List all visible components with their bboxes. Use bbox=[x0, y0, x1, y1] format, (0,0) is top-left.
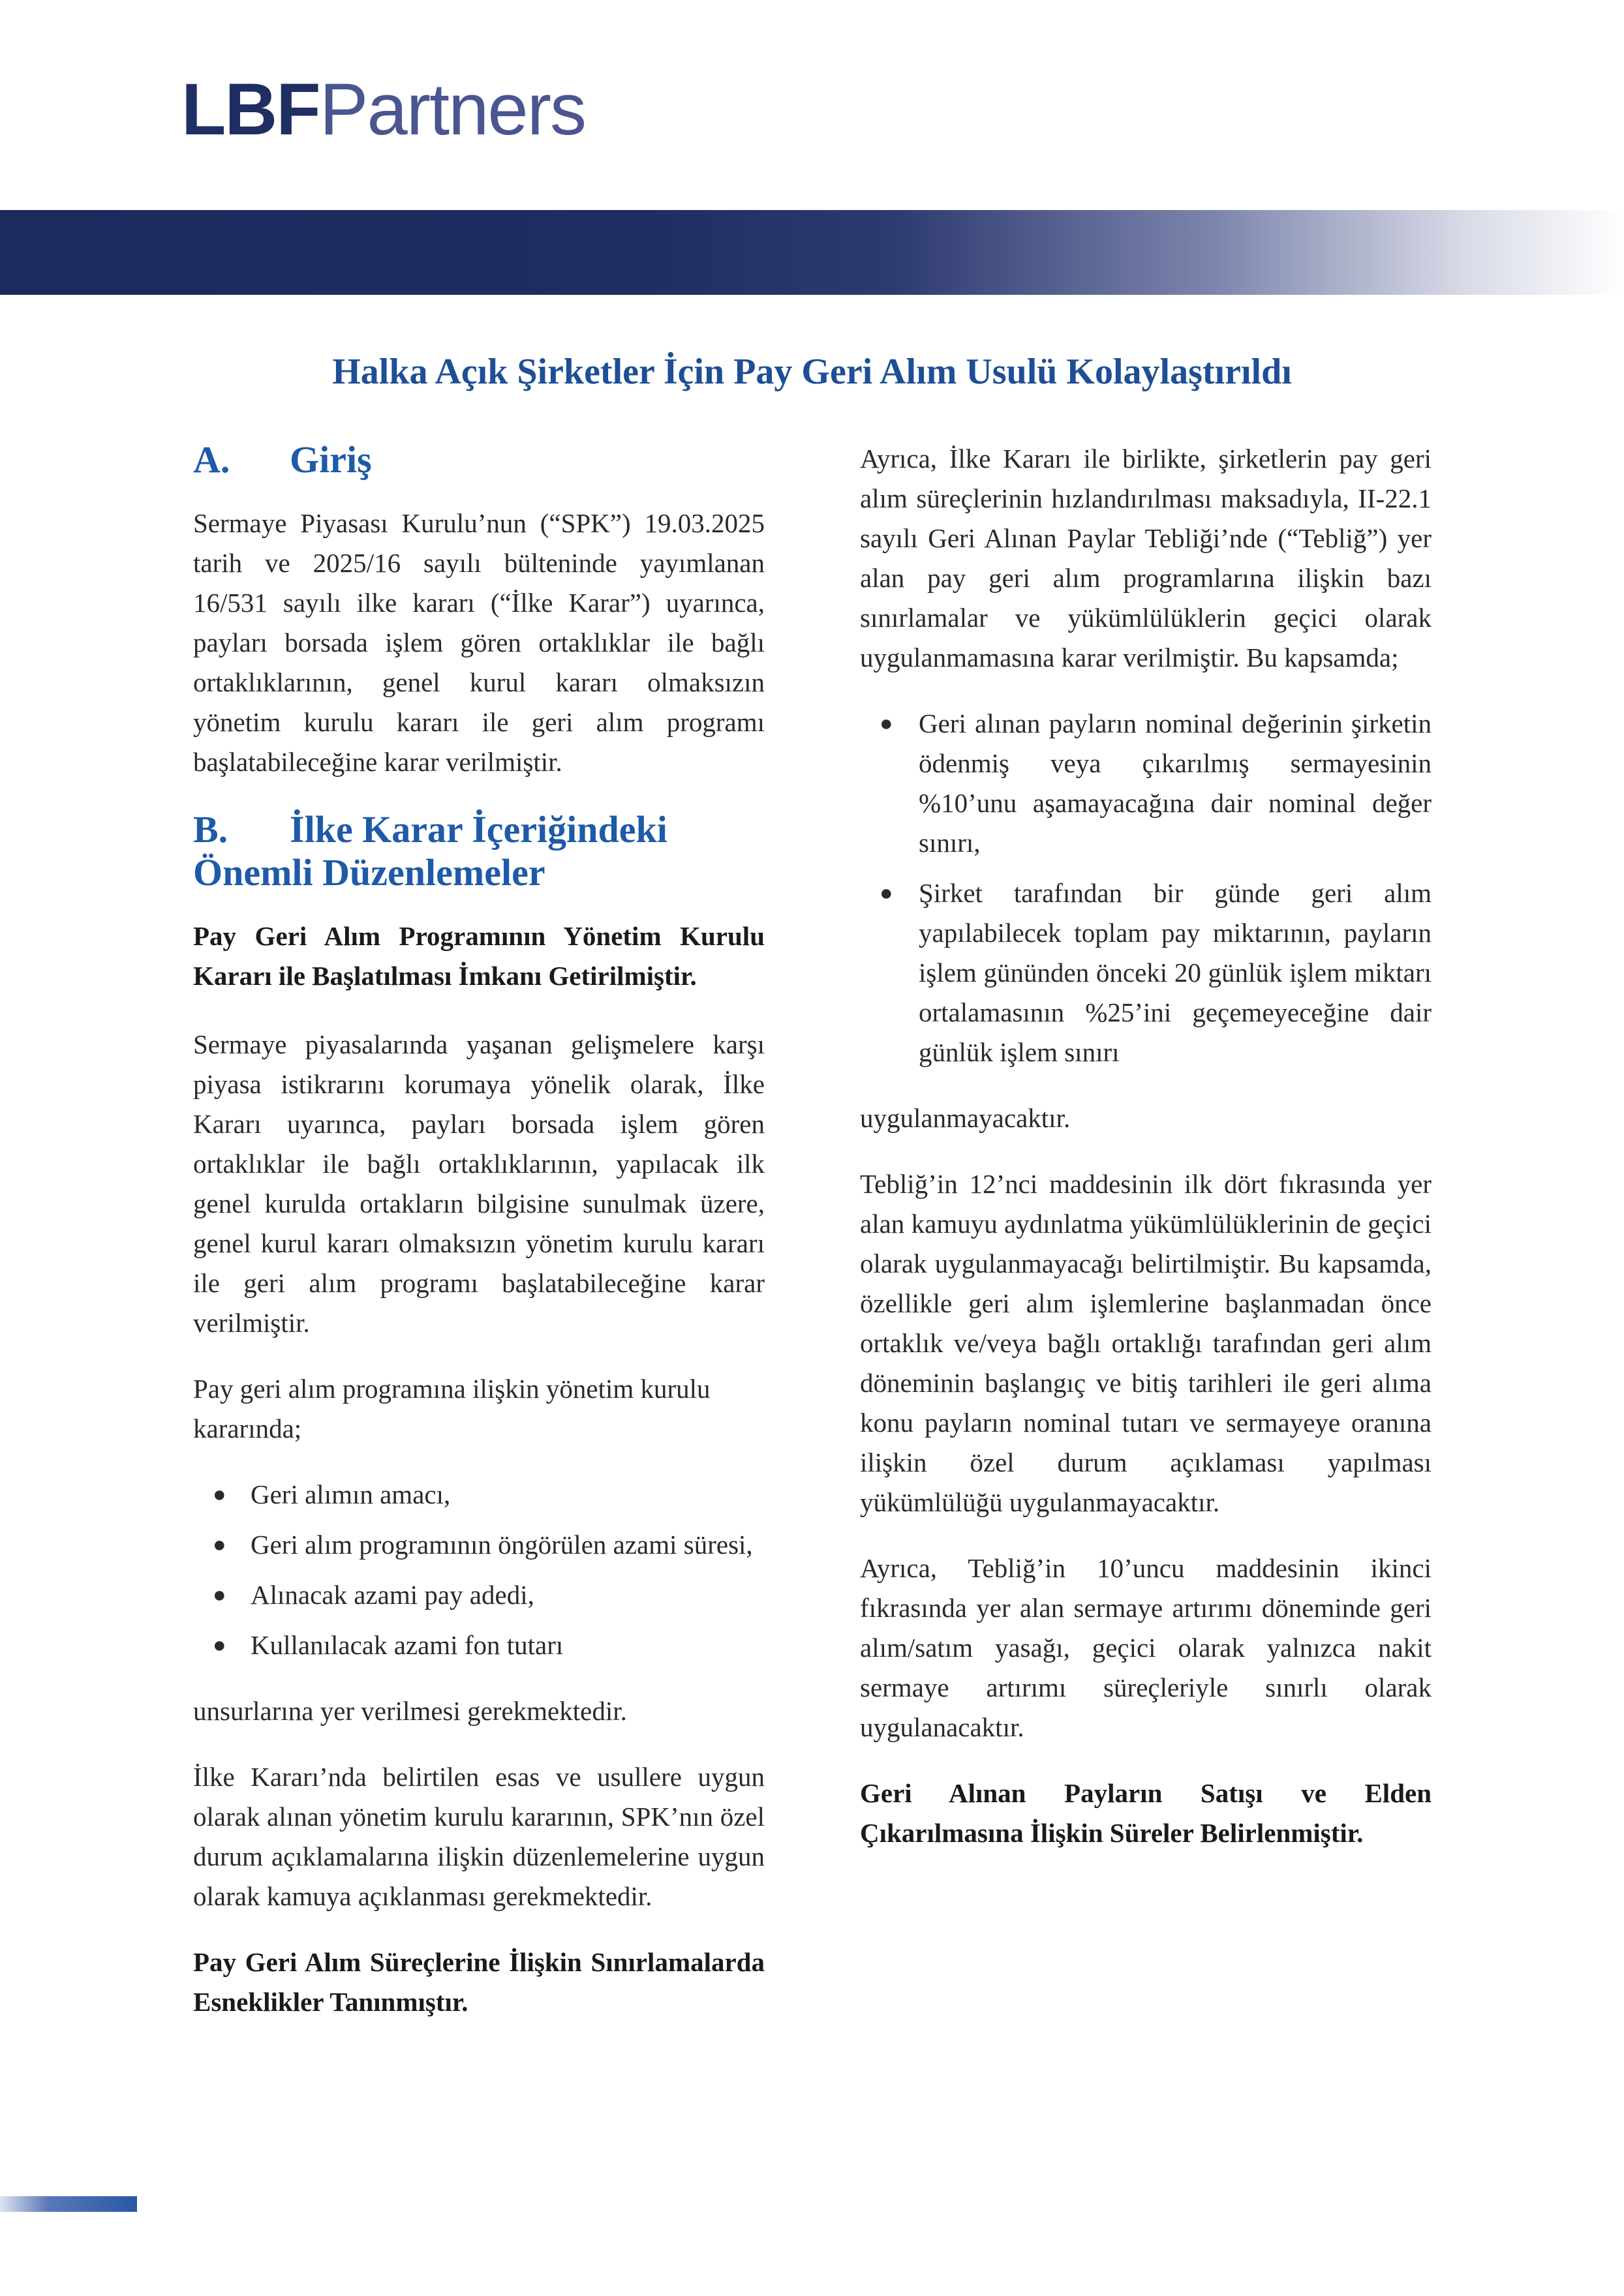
paragraph-market-stability: Sermaye piyasalarında yaşanan gelişmelere karşı piyasa istikrarını korumaya yönelik olarak, İlke Kararı uyarınca, payları borsada işlem gören ortaklıklar ile bağlı ortaklıklarının, yapılacak ilk genel kurulda ortakların bilgisine sunulmak üzere, genel kurul kararı olmaksızın yönetim kurulu kararı ile geri alım programı başlatabileceğine karar verilmiştir. bbox=[193, 1029, 765, 1338]
list-item: ● Geri alımın amacı, bbox=[193, 1475, 765, 1515]
subheading-flexibility: Pay Geri Alım Süreçlerine İlişkin Sınırlamalarda Esneklikler Tanınmıştır. bbox=[193, 1947, 765, 2017]
list-item: ● Geri alınan payların nominal değerinin şirketin ödenmiş veya çıkarılmış sermayesinin %10’unu aşamayacağına dair nominal değer sınırı, bbox=[860, 704, 1432, 863]
section-b-title-line2: Önemli Düzenlemeler bbox=[193, 851, 545, 894]
subheading-board-decision: Pay Geri Alım Programının Yönetim Kurulu Kararı ile Başlatılması İmkanı Getirilmiştir. bbox=[193, 921, 765, 991]
paragraph-board-decision-contents: Pay geri alım programına ilişkin yönetim kurulu kararında; bbox=[193, 1374, 711, 1443]
company-logo bbox=[181, 68, 585, 150]
section-b-number: B. bbox=[193, 808, 228, 851]
list-item: ● Kullanılacak azami fon tutarı bbox=[193, 1625, 765, 1665]
section-a-number: A. bbox=[193, 438, 230, 481]
right-column bbox=[860, 439, 1432, 1879]
paragraph-capital-increase: Ayrıca, Tebliğ’in 10’uncu maddesinin ikinci fıkrasında yer alan sermaye artırımı döneminde geri alım/satım yasağı, geçici olarak yalnızca nakit sermaye artırımı süreçleriyle sınırlı olarak uygulanacaktır. bbox=[860, 1553, 1432, 1742]
required-elements-list bbox=[193, 1475, 765, 1665]
intro-paragraph: Sermaye Piyasası Kurulu’nun (“SPK”) 19.03.2025 tarih ve 2025/16 sayılı bülteninde yayımlanan 16/531 sayılı ilke kararı (“İlke Karar”) uyarınca, payları borsada işlem gören ortaklıklar ile bağlı ortaklıklarının, genel kurul kararı olmaksızın yönetim kurulu kararı ile geri alım programı başlatabileceğine karar verilmiştir. bbox=[193, 508, 765, 777]
bullet-icon: ● bbox=[213, 1533, 226, 1557]
logo-partners: Partners bbox=[319, 68, 585, 150]
logo-lbf: LBF bbox=[181, 68, 320, 150]
bullet-icon: ● bbox=[880, 712, 893, 736]
bullet-icon: ● bbox=[213, 1583, 226, 1607]
paragraph-elements-required: unsurlarına yer verilmesi gerekmektedir. bbox=[193, 1696, 627, 1726]
paragraph-public-disclosure: İlke Kararı’nda belirtilen esas ve usullere uygun olarak alınan yönetim kurulu kararının, SPK’nın özel durum açıklamalarına ilişkin düzenlemelerine uygun olarak kamuya açıklanması gerekmektedir. bbox=[193, 1762, 765, 1911]
document-title: Halka Açık Şirketler İçin Pay Geri Alım Usulü Kolaylaştırıldı bbox=[332, 352, 1292, 392]
section-b-title-line1: İlke Karar İçeriğindeki bbox=[290, 808, 667, 851]
paragraph-not-applied: uygulanmayacaktır. bbox=[860, 1103, 1071, 1133]
bullet-icon: ● bbox=[213, 1483, 226, 1507]
bullet-icon: ● bbox=[213, 1633, 226, 1657]
section-a-title: Giriş bbox=[290, 438, 372, 481]
bullet-icon: ● bbox=[880, 881, 893, 905]
section-b-heading bbox=[193, 808, 765, 894]
header-band bbox=[0, 210, 1624, 295]
subheading-sale-periods: Geri Alınan Payların Satışı ve Elden Çıkarılmasına İlişkin Süreler Belirlenmiştir. bbox=[860, 1778, 1432, 1848]
paragraph-disclosure-obligations: Tebliğ’in 12’nci maddesinin ilk dört fıkrasında yer alan kamuyu aydınlatma yükümlülüklerinin de geçici olarak uygulanmayacağı belirtilmiştir. Bu kapsamda, özellikle geri alım işlemlerine başlanmadan önce ortaklık ve/veya bağlı ortaklığı tarafından geri alım döneminin başlangıç ve bitiş tarihleri ile geri alıma konu payların nominal tutarı ve sermayeye oranına ilişkin özel durum açıklaması yapılması yükümlülüğü uygulanmayacaktır. bbox=[860, 1169, 1432, 1517]
left-column bbox=[193, 438, 765, 2048]
list-item: ● Alınacak azami pay adedi, bbox=[193, 1575, 765, 1615]
list-item: ● Şirket tarafından bir günde geri alım yapılabilecek toplam pay miktarının, payların işlem gününden önceki 20 günlük işlem miktarı ortalamasının %25’ini geçemeyeceğine dair günlük işlem sınırı bbox=[860, 873, 1432, 1072]
footer-accent-bar bbox=[0, 2196, 137, 2212]
section-a-heading bbox=[193, 438, 765, 481]
list-item: ● Geri alım programının öngörülen azami süresi, bbox=[193, 1525, 765, 1565]
paragraph-restrictions: Ayrıca, İlke Kararı ile birlikte, şirketlerin pay geri alım süreçlerinin hızlandırılması maksadıyla, II-22.1 sayılı Geri Alınan Paylar Tebliği’nde (“Tebliğ”) yer alan pay geri alım programlarına ilişkin bazı sınırlamalar ve yükümlülüklerin geçici olarak uygulanmamasına karar verilmiştir. Bu kapsamda; bbox=[860, 444, 1432, 672]
suspended-limits-list bbox=[860, 704, 1432, 1072]
